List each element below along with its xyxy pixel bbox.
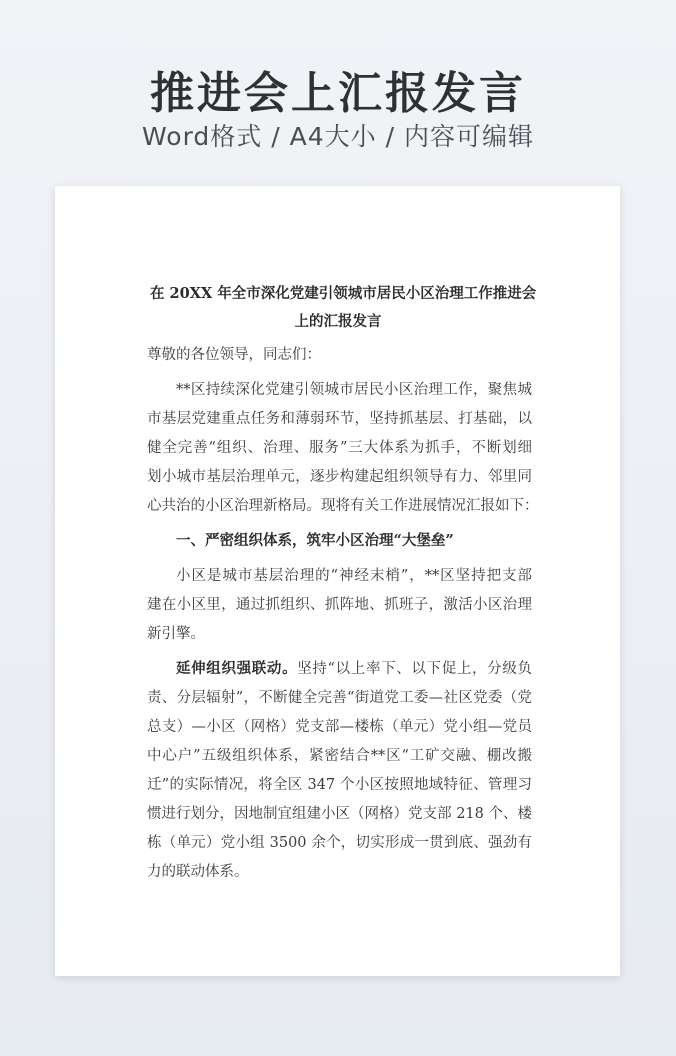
intro-line-3: 健全完善“组织、治理、服务”三大体系为抓手，不断划细 bbox=[147, 440, 532, 456]
section-1-sub-lead: 延伸组织强联动。 bbox=[176, 660, 298, 677]
section-1-sub-line-6: 惯进行划分，因地制宜组建小区（网格）党支部 218 个、楼 bbox=[147, 806, 532, 822]
document-title-line-2: 上的汇报发言 bbox=[294, 313, 382, 330]
section-1-sub-line-8: 力的联动体系。 bbox=[147, 864, 249, 880]
banner-subtitle: Word格式 / A4大小 / 内容可编辑 bbox=[142, 122, 534, 151]
section-1-sub-line-4: 中心户”五级组织体系，紧密结合**区“工矿交融、棚改搬 bbox=[147, 748, 532, 764]
section-1-sub-line-5: 迁”的实际情况，将全区 347 个小区按照地域特征、管理习 bbox=[147, 777, 532, 793]
section-1-para-line-1: 小区是城市基层治理的“神经末梢”，**区坚持把支部 bbox=[176, 568, 532, 584]
section-1-para-line-2: 建在小区里，通过抓组织、抓阵地、抓班子，激活小区治理 bbox=[147, 597, 532, 613]
document-title-line-1: 在 20XX 年全市深化党建引领城市居民小区治理工作推进会 bbox=[150, 285, 537, 302]
section-1-para-line-3: 新引擎。 bbox=[147, 626, 205, 642]
section-1-sub-line-7: 栋（单元）党小组 3500 余个，切实形成一贯到底、强劲有 bbox=[147, 835, 532, 851]
intro-line-4: 划小城市基层治理单元，逐步构建起组织领导有力、邻里同 bbox=[147, 469, 532, 485]
banner-title: 推进会上汇报发言 bbox=[150, 68, 526, 119]
section-1-sub-line-3: 总支）—小区（网格）党支部—楼栋（单元）党小组—党员 bbox=[147, 719, 532, 735]
intro-line-2: 市基层党建重点任务和薄弱环节，坚持抓基层、打基础，以 bbox=[147, 411, 532, 427]
section-1-sub-first-rest: 坚持“以上率下、以下促上，分级负 bbox=[297, 661, 532, 677]
intro-line-5: 心共治的小区治理新格局。现将有关工作进展情况汇报如下： bbox=[147, 498, 539, 514]
document-page bbox=[55, 186, 620, 976]
section-1-sub-line-2: 责、分层辐射”，不断健全完善“街道党工委—社区党委（党 bbox=[147, 690, 532, 706]
section-1-sub-line-1 bbox=[147, 659, 532, 679]
section-1-heading: 一、严密组织体系，筑牢小区治理“大堡垒” bbox=[176, 532, 454, 549]
intro-line-1: **区持续深化党建引领城市居民小区治理工作，聚焦城 bbox=[176, 382, 532, 398]
salutation: 尊敬的各位领导，同志们： bbox=[147, 347, 321, 363]
